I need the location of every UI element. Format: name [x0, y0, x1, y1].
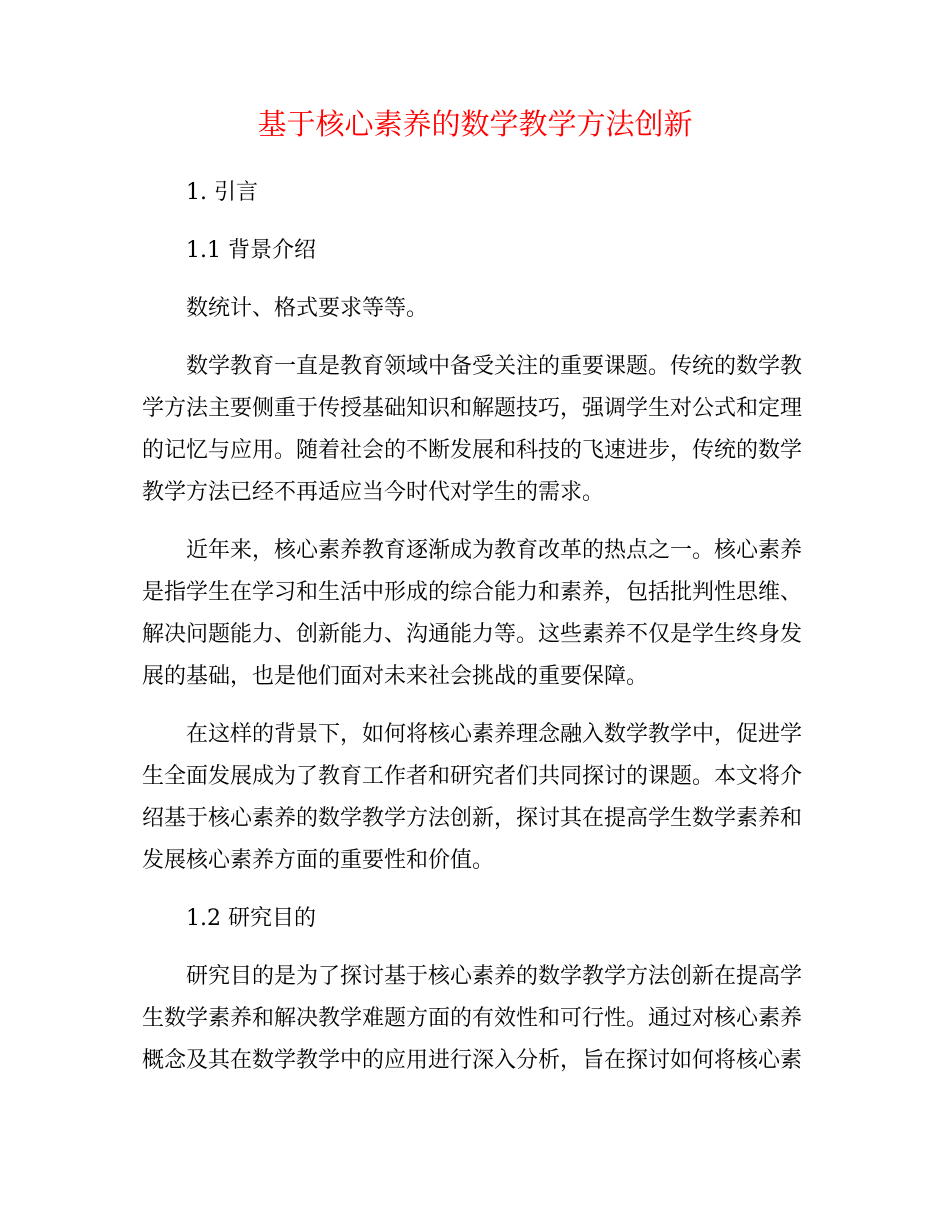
section-heading [142, 172, 798, 214]
document-body [142, 172, 803, 1098]
heading-text: 1.2 研究目的 [186, 906, 316, 931]
heading-text: 1. 引言 [186, 180, 258, 205]
paragraph-line: 生全面发展成为了教育工作者和研究者们共同探讨的课题。本文将介 [142, 764, 803, 789]
document-title: 基于核心素养的数学教学方法创新 [257, 107, 693, 141]
paragraph-line: 解决问题能力、创新能力、沟通能力等。这些素养不仅是学生终身发 [142, 622, 803, 647]
section-heading [142, 898, 798, 940]
paragraph-line: 教学方法已经不再适应当今时代对学生的需求。 [142, 480, 605, 505]
paragraph-line: 展的基础，也是他们面对未来社会挑战的重要保障。 [142, 664, 649, 689]
paragraph-line: 绍基于核心素养的数学教学方法创新，探讨其在提高学生数学素养和 [142, 806, 803, 831]
paragraph-line: 数统计、格式要求等等。 [186, 296, 429, 321]
paragraph-line: 学方法主要侧重于传授基础知识和解题技巧，强调学生对公式和定理 [142, 396, 803, 421]
paragraph-line: 是指学生在学习和生活中形成的综合能力和素养，包括批判性思维、 [142, 580, 803, 605]
paragraph-line: 发展核心素养方面的重要性和价值。 [142, 848, 495, 873]
paragraph-line: 数学教育一直是教育领域中备受关注的重要课题。传统的数学教 [186, 354, 803, 379]
paragraph-line: 概念及其在数学教学中的应用进行深入分析，旨在探讨如何将核心素 [142, 1048, 803, 1073]
heading-text: 1.1 背景介绍 [186, 238, 316, 263]
paragraph-line: 研究目的是为了探讨基于核心素养的数学教学方法创新在提高学 [186, 964, 803, 989]
paragraph [142, 956, 803, 1082]
paragraph [142, 346, 803, 514]
section-heading [142, 230, 798, 272]
paragraph [142, 530, 803, 698]
paragraph-line: 近年来，核心素养教育逐渐成为教育改革的热点之一。核心素养 [186, 538, 803, 563]
paragraph [142, 288, 798, 330]
paragraph-line: 在这样的背景下，如何将核心素养理念融入数学教学中，促进学 [186, 722, 803, 747]
paragraph-line: 的记忆与应用。随着社会的不断发展和科技的飞速进步，传统的数学 [142, 438, 803, 463]
paragraph-line: 生数学素养和解决教学难题方面的有效性和可行性。通过对核心素养 [142, 1006, 803, 1031]
paragraph [142, 714, 803, 882]
